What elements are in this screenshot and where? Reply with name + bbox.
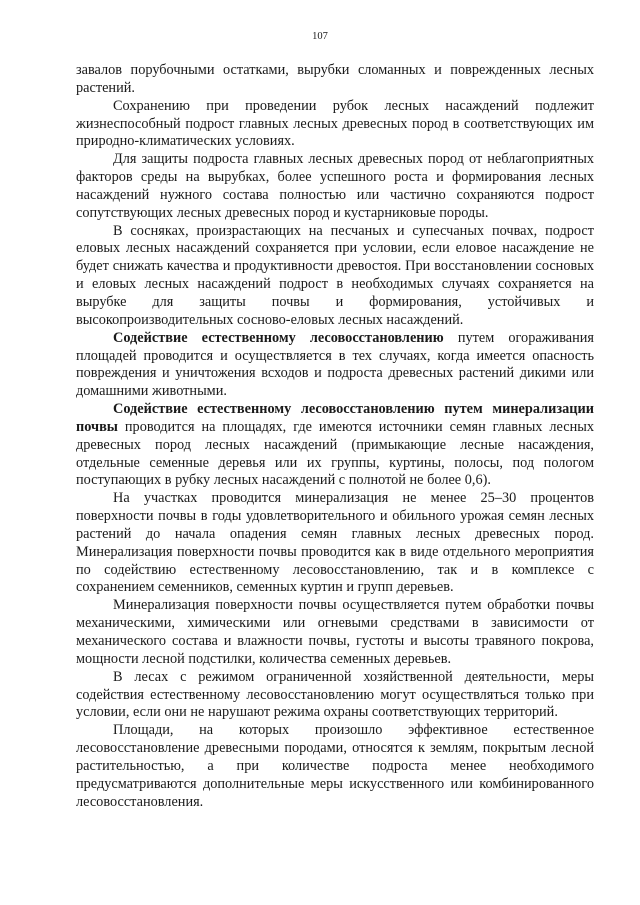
paragraph-text: проводится на площадях, где имеются источники семян главных лесных древесных пород лесных насаждений (примыкающие лесные насаждения, отдельные семенные деревья или их группы, куртины, полосы, под пологом поступающих в рубку лесных насаждений с полнотой не более 0,6). [76,418,594,489]
paragraph-text: Для защиты подроста главных лесных древесных пород от неблагоприятных факторов среды на вырубках, более успешного роста и формирования лесных насаждений нужного состава полностью или частично сохраняются подрост сопутствующих лесных древесных пород и кустарниковые породы. [76,151,594,221]
paragraph-5 [76,330,594,401]
paragraph-text: Минерализация поверхности почвы осуществляется путем обработки почвы механическими, химическими или огневыми средствами в зависимости от механического состава и влажности почвы, густоты и высоты травяного покрова, мощности лесной подстилки, количества семенных деревьев. [76,597,594,667]
paragraph-2 [76,98,594,152]
page-number: 107 [312,31,328,42]
paragraph-text: На участках проводится минерализация не менее 25–30 процентов поверхности почвы в годы удовлетворительного и обильного урожая семян лесных растений до начала опадения семян главных лесных древесных пород. Минерализация поверхности почвы проводится как в виде отдельного мероприятия по содействию естественному лесовосстановлению, так и в комплексе с сохранением семенников, семенных куртин и групп деревьев. [76,490,594,596]
paragraph-6 [76,401,594,490]
paragraph-text: В сосняках, произрастающих на песчаных и супесчаных почвах, подрост еловых лесных насаждений сохраняется при условии, если еловое насаждение не будет снижать качества и продуктивности древостоя. При восстановлении сосновых и еловых лесных насаждений подрост в необходимых случаях сохраняется на вырубке для защиты почвы и формирования, устойчивых и высокопроизводительных сосново-еловых лесных насаждений. [76,222,594,328]
paragraph-10 [76,722,594,811]
paragraph-9 [76,669,594,723]
paragraph-heading: Содействие естественному лесовосстановлению [113,329,444,346]
paragraph-8 [76,597,594,668]
paragraph-text: Сохранению при проведении рубок лесных насаждений подлежит жизнеспособный подрост главных лесных древесных пород в соответствующих им природно-климатических условиях. [76,97,594,150]
paragraph-7 [76,490,594,597]
paragraph-text: В лесах с режимом ограниченной хозяйственной деятельности, меры содействия естественному лесовосстановлению могут осуществляться только при условии, если они не нарушают режима охраны соответствующих территорий. [76,668,594,721]
paragraph-text: путем огораживания площадей проводится и осуществляется в тех случаях, когда имеется опасность повреждения и уничтожения всходов и подроста древесных растений дикими или домашними животными. [76,329,594,400]
body-text [76,62,594,811]
paragraph-heading: Содействие естественному лесовосстановлению путем минерализации почвы [76,401,594,435]
paragraph-text: завалов порубочными остатками, вырубки сломанных и поврежденных лесных растений. [76,62,594,96]
paragraph-1 [76,62,594,98]
paragraph-3 [76,151,594,222]
paragraph-text: Площади, на которых произошло эффективное естественное лесовосстановление древесными породами, относятся к землям, покрытым лесной растительностью, а при количестве подроста менее необходимого предусматриваются дополнительные меры искусственного или комбинированного лесовосстановления. [76,722,594,810]
paragraph-4 [76,223,594,330]
